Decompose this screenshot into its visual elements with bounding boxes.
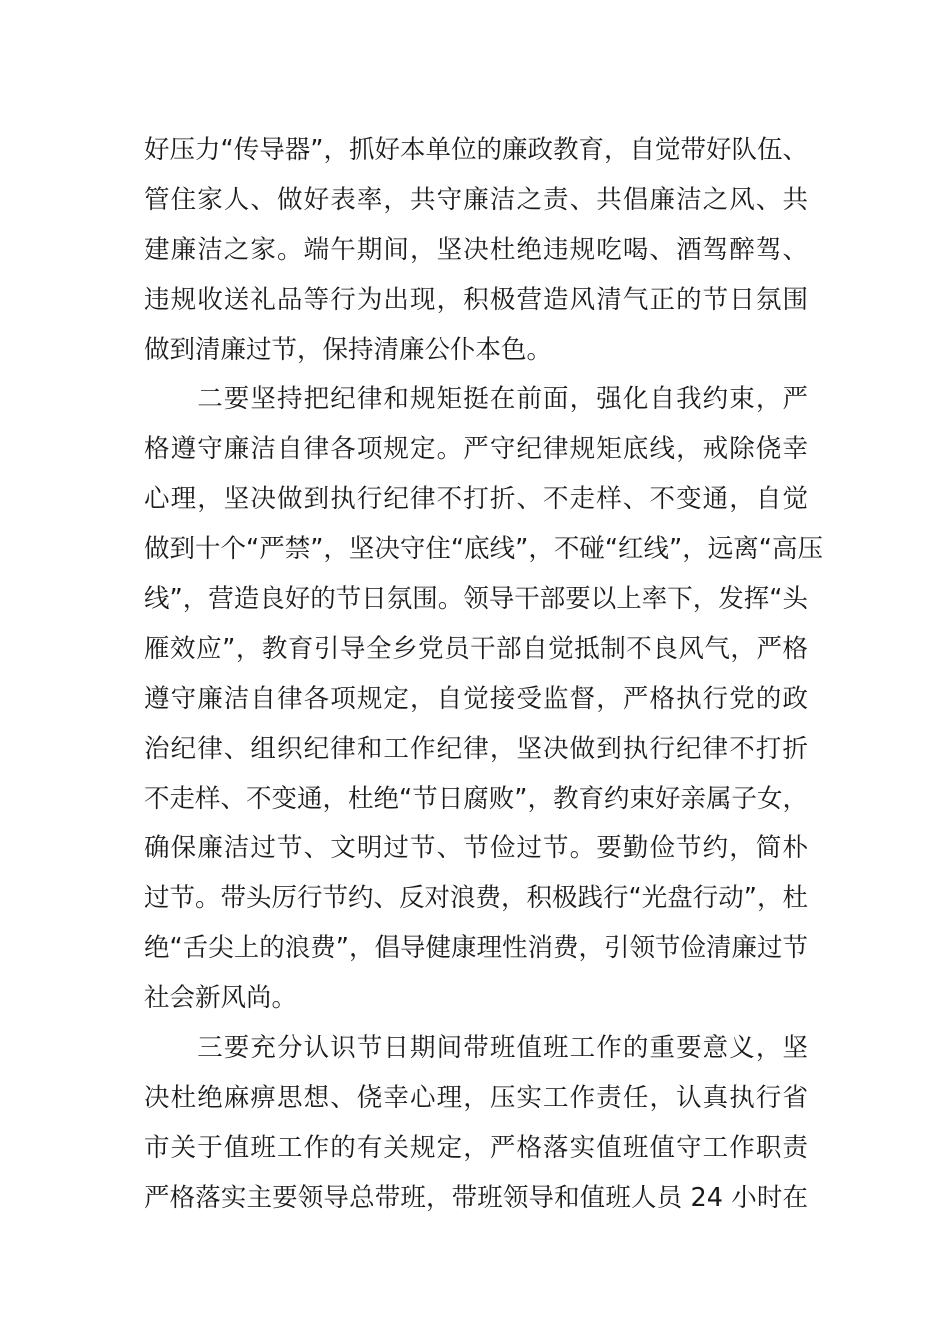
text-line: 遵守廉洁自律各项规定，自觉接受监督，严格执行党的政 [144, 683, 808, 714]
text-line: 好压力“传导器”，抓好本单位的廉政教育，自觉带好队伍、 [144, 135, 808, 165]
text-line: 违规收送礼品等行为出现，积极营造风清气正的节日氛围 [144, 284, 808, 315]
text-line: 管住家人、做好表率，共守廉洁之责、共倡廉洁之风、共 [144, 184, 808, 215]
text-line: 格遵守廉洁自律各项规定。严守纪律规矩底线，戒除侥幸 [144, 434, 808, 465]
text-line: 线”，营造良好的节日氛围。领导干部要以上率下，发挥“头 [144, 584, 808, 615]
text-line: 治纪律、组织纪律和工作纪律，坚决做到执行纪律不打折 [144, 733, 808, 764]
text-line: 不走样、不变通，杜绝“节日腐败”，教育约束好亲属子女， [144, 783, 808, 814]
text-line: 绝“舌尖上的浪费”，倡导健康理性消费，引领节俭清廉过节 [144, 933, 808, 964]
text-line: 确保廉洁过节、文明过节、节俭过节。要勤俭节约，简朴 [144, 833, 808, 864]
text-line: 二要坚持把纪律和规矩挺在前面，强化自我约束，严 [144, 384, 808, 415]
document-body [144, 126, 823, 1224]
text-line: 严格落实主要领导总带班，带班领导和值班人员 24 小时在 [144, 1182, 808, 1213]
text-line: 三要充分认识节日期间带班值班工作的重要意义，坚 [144, 1033, 808, 1064]
text-line: 做到清廉过节，保持清廉公仆本色。 [144, 334, 553, 365]
text-line: 雁效应”，教育引导全乡党员干部自觉抵制不良风气，严格 [144, 633, 808, 664]
text-line: 过节。带头厉行节约、反对浪费，积极践行“光盘行动”，杜 [144, 883, 808, 914]
text-line: 市关于值班工作的有关规定，严格落实值班值守工作职责 [144, 1132, 808, 1163]
text-line: 建廉洁之家。端午期间，坚决杜绝违规吃喝、酒驾醉驾、 [144, 234, 808, 265]
text-line: 心理，坚决做到执行纪律不打折、不走样、不变通，自觉 [144, 484, 808, 515]
text-line: 决杜绝麻痹思想、侥幸心理，压实工作责任，认真执行省 [144, 1082, 808, 1113]
text-line: 做到十个“严禁”，坚决守住“底线”，不碰“红线”，远离“高压 [144, 534, 823, 565]
text-line: 社会新风尚。 [144, 983, 298, 1014]
